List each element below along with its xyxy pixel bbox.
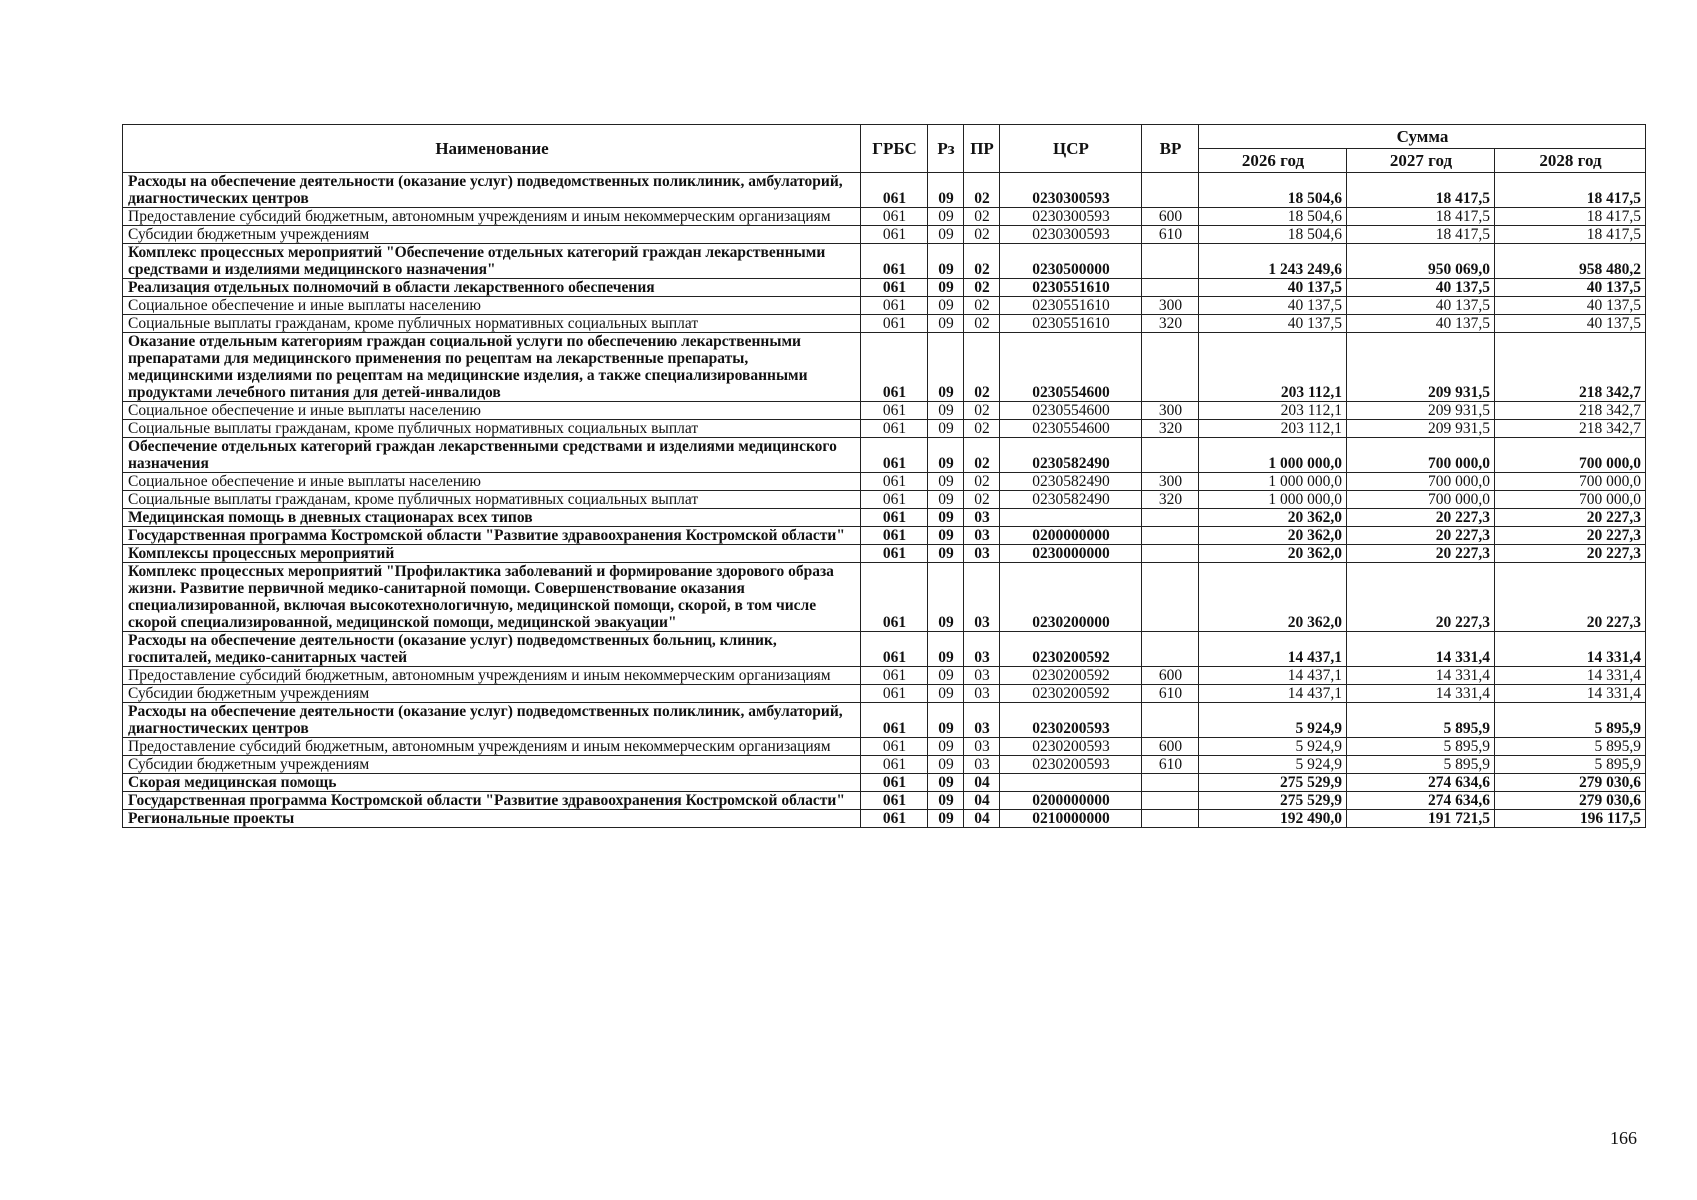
cell-vr [1142,545,1199,563]
cell-2027: 274 634,6 [1347,774,1495,792]
cell-csr: 0230200593 [1000,756,1142,774]
cell-vr [1142,810,1199,828]
cell-2028: 218 342,7 [1495,333,1646,402]
header-csr: ЦСР [1000,125,1142,173]
cell-2028: 40 137,5 [1495,279,1646,297]
cell-name: Социальные выплаты гражданам, кроме публичных нормативных социальных выплат [123,491,861,509]
cell-rz: 09 [928,703,964,738]
cell-grbs: 061 [861,563,928,632]
cell-grbs: 061 [861,738,928,756]
cell-2026: 18 504,6 [1199,173,1347,208]
cell-rz: 09 [928,333,964,402]
cell-2026: 14 437,1 [1199,632,1347,667]
cell-name: Обеспечение отдельных категорий граждан лекарственными средствами и изделиями медицинского назначения [123,438,861,473]
cell-name: Скорая медицинская помощь [123,774,861,792]
cell-2027: 5 895,9 [1347,738,1495,756]
cell-grbs: 061 [861,774,928,792]
cell-rz: 09 [928,473,964,491]
table-row [123,438,1646,473]
cell-name: Социальное обеспечение и иные выплаты населению [123,297,861,315]
cell-pr: 02 [964,173,1000,208]
table-row [123,333,1646,402]
cell-2026: 20 362,0 [1199,527,1347,545]
cell-2026: 203 112,1 [1199,333,1347,402]
header-rz: Рз [928,125,964,173]
cell-2027: 14 331,4 [1347,685,1495,703]
cell-2027: 40 137,5 [1347,315,1495,333]
cell-pr: 02 [964,315,1000,333]
cell-grbs: 061 [861,703,928,738]
cell-csr: 0230200593 [1000,738,1142,756]
cell-2027: 40 137,5 [1347,279,1495,297]
cell-pr: 02 [964,244,1000,279]
cell-2028: 196 117,5 [1495,810,1646,828]
cell-rz: 09 [928,563,964,632]
header-vr: ВР [1142,125,1199,173]
cell-csr: 0230554600 [1000,420,1142,438]
table-row [123,563,1646,632]
cell-name: Медицинская помощь в дневных стационарах всех типов [123,509,861,527]
cell-2028: 5 895,9 [1495,738,1646,756]
cell-csr: 0230200592 [1000,632,1142,667]
cell-2028: 5 895,9 [1495,756,1646,774]
table-row [123,226,1646,244]
cell-grbs: 061 [861,438,928,473]
cell-2027: 20 227,3 [1347,527,1495,545]
cell-2026: 5 924,9 [1199,756,1347,774]
cell-2026: 18 504,6 [1199,226,1347,244]
cell-vr [1142,509,1199,527]
cell-2026: 5 924,9 [1199,703,1347,738]
table-row [123,756,1646,774]
cell-vr: 300 [1142,473,1199,491]
cell-2026: 20 362,0 [1199,509,1347,527]
table-row [123,685,1646,703]
cell-grbs: 061 [861,491,928,509]
cell-pr: 03 [964,685,1000,703]
cell-2028: 14 331,4 [1495,667,1646,685]
cell-name: Субсидии бюджетным учреждениям [123,756,861,774]
cell-csr: 0210000000 [1000,810,1142,828]
cell-name: Социальное обеспечение и иные выплаты населению [123,473,861,491]
cell-name: Оказание отдельным категориям граждан социальной услуги по обеспечению лекарственными препаратами для медицинского применения по рецептам на лекарственные препараты, медицинскими изделиями по рецептам на медицинские изделия, а также специализированными продуктами лечебного питания для детей-инвалидов [123,333,861,402]
budget-table [122,124,1646,828]
cell-name: Предоставление субсидий бюджетным, автономным учреждениям и иным некоммерческим организациям [123,738,861,756]
cell-csr: 0200000000 [1000,792,1142,810]
cell-rz: 09 [928,173,964,208]
header-year-2026: 2026 год [1199,149,1347,173]
cell-2027: 700 000,0 [1347,491,1495,509]
cell-pr: 03 [964,563,1000,632]
cell-vr: 610 [1142,226,1199,244]
cell-vr [1142,279,1199,297]
cell-csr: 0230551610 [1000,279,1142,297]
cell-vr: 300 [1142,402,1199,420]
table-row [123,509,1646,527]
cell-grbs: 061 [861,315,928,333]
table-row [123,810,1646,828]
cell-2028: 20 227,3 [1495,563,1646,632]
cell-pr: 03 [964,703,1000,738]
cell-2027: 191 721,5 [1347,810,1495,828]
cell-vr [1142,527,1199,545]
cell-2026: 20 362,0 [1199,563,1347,632]
cell-rz: 09 [928,545,964,563]
cell-grbs: 061 [861,279,928,297]
cell-2027: 18 417,5 [1347,173,1495,208]
cell-name: Предоставление субсидий бюджетным, автономным учреждениям и иным некоммерческим организациям [123,208,861,226]
header-pr: ПР [964,125,1000,173]
cell-2027: 700 000,0 [1347,473,1495,491]
cell-vr [1142,703,1199,738]
cell-name: Расходы на обеспечение деятельности (оказание услуг) подведомственных поликлиник, амбулаторий, диагностических центров [123,703,861,738]
cell-2027: 700 000,0 [1347,438,1495,473]
table-row [123,632,1646,667]
cell-name: Субсидии бюджетным учреждениям [123,685,861,703]
cell-rz: 09 [928,438,964,473]
cell-2028: 218 342,7 [1495,420,1646,438]
cell-2027: 18 417,5 [1347,226,1495,244]
table-row [123,545,1646,563]
cell-pr: 04 [964,810,1000,828]
cell-2026: 1 000 000,0 [1199,438,1347,473]
cell-2026: 20 362,0 [1199,545,1347,563]
table-row [123,297,1646,315]
cell-csr: 0230582490 [1000,438,1142,473]
cell-2026: 40 137,5 [1199,315,1347,333]
cell-2026: 14 437,1 [1199,685,1347,703]
cell-grbs: 061 [861,173,928,208]
table-row [123,527,1646,545]
cell-csr: 0230582490 [1000,491,1142,509]
cell-2026: 40 137,5 [1199,297,1347,315]
cell-pr: 03 [964,667,1000,685]
cell-vr: 600 [1142,738,1199,756]
cell-csr: 0200000000 [1000,527,1142,545]
cell-name: Реализация отдельных полномочий в области лекарственного обеспечения [123,279,861,297]
cell-2027: 274 634,6 [1347,792,1495,810]
cell-grbs: 061 [861,792,928,810]
cell-name: Региональные проекты [123,810,861,828]
cell-2026: 192 490,0 [1199,810,1347,828]
cell-pr: 02 [964,226,1000,244]
cell-2028: 958 480,2 [1495,244,1646,279]
cell-2026: 5 924,9 [1199,738,1347,756]
table-row [123,244,1646,279]
cell-2028: 5 895,9 [1495,703,1646,738]
cell-pr: 02 [964,491,1000,509]
cell-vr [1142,333,1199,402]
cell-2026: 18 504,6 [1199,208,1347,226]
cell-csr: 0230500000 [1000,244,1142,279]
cell-rz: 09 [928,226,964,244]
cell-2026: 203 112,1 [1199,402,1347,420]
cell-grbs: 061 [861,244,928,279]
cell-csr [1000,509,1142,527]
cell-2027: 5 895,9 [1347,756,1495,774]
table-row [123,667,1646,685]
cell-vr: 320 [1142,491,1199,509]
cell-pr: 04 [964,792,1000,810]
cell-2027: 20 227,3 [1347,563,1495,632]
cell-vr: 320 [1142,420,1199,438]
table-row [123,173,1646,208]
cell-grbs: 061 [861,509,928,527]
cell-vr: 610 [1142,685,1199,703]
cell-name: Социальные выплаты гражданам, кроме публичных нормативных социальных выплат [123,420,861,438]
cell-2027: 20 227,3 [1347,545,1495,563]
header-year-2028: 2028 год [1495,149,1646,173]
cell-pr: 03 [964,545,1000,563]
cell-2028: 40 137,5 [1495,297,1646,315]
cell-2026: 275 529,9 [1199,774,1347,792]
cell-grbs: 061 [861,810,928,828]
cell-2028: 14 331,4 [1495,632,1646,667]
cell-2026: 1 243 249,6 [1199,244,1347,279]
cell-name: Предоставление субсидий бюджетным, автономным учреждениям и иным некоммерческим организациям [123,667,861,685]
cell-rz: 09 [928,632,964,667]
cell-pr: 03 [964,509,1000,527]
table-row [123,420,1646,438]
cell-rz: 09 [928,315,964,333]
table-body [123,173,1646,828]
cell-csr: 0230551610 [1000,297,1142,315]
cell-2026: 40 137,5 [1199,279,1347,297]
cell-pr: 02 [964,297,1000,315]
cell-rz: 09 [928,685,964,703]
header-grbs: ГРБС [861,125,928,173]
cell-rz: 09 [928,774,964,792]
cell-2027: 40 137,5 [1347,297,1495,315]
cell-grbs: 061 [861,226,928,244]
cell-vr: 320 [1142,315,1199,333]
cell-rz: 09 [928,527,964,545]
cell-rz: 09 [928,420,964,438]
cell-pr: 03 [964,756,1000,774]
cell-grbs: 061 [861,208,928,226]
cell-2027: 20 227,3 [1347,509,1495,527]
cell-2028: 18 417,5 [1495,226,1646,244]
cell-2028: 20 227,3 [1495,509,1646,527]
cell-vr [1142,774,1199,792]
cell-grbs: 061 [861,685,928,703]
table-row [123,402,1646,420]
cell-2027: 5 895,9 [1347,703,1495,738]
cell-2026: 275 529,9 [1199,792,1347,810]
cell-csr: 0230300593 [1000,173,1142,208]
cell-pr: 02 [964,438,1000,473]
cell-2028: 279 030,6 [1495,792,1646,810]
cell-csr: 0230200593 [1000,703,1142,738]
table-row [123,703,1646,738]
cell-2028: 18 417,5 [1495,208,1646,226]
cell-2028: 700 000,0 [1495,491,1646,509]
cell-2026: 1 000 000,0 [1199,473,1347,491]
cell-2028: 40 137,5 [1495,315,1646,333]
cell-csr: 0230554600 [1000,402,1142,420]
cell-2028: 20 227,3 [1495,545,1646,563]
cell-2028: 218 342,7 [1495,402,1646,420]
cell-vr: 300 [1142,297,1199,315]
cell-2027: 950 069,0 [1347,244,1495,279]
cell-2027: 14 331,4 [1347,667,1495,685]
cell-vr: 600 [1142,208,1199,226]
cell-pr: 02 [964,420,1000,438]
cell-2028: 20 227,3 [1495,527,1646,545]
cell-csr: 0230200592 [1000,667,1142,685]
cell-2026: 14 437,1 [1199,667,1347,685]
cell-2027: 209 931,5 [1347,333,1495,402]
table-row [123,315,1646,333]
cell-csr: 0230000000 [1000,545,1142,563]
table-row [123,792,1646,810]
cell-csr: 0230582490 [1000,473,1142,491]
cell-vr [1142,438,1199,473]
table-row [123,738,1646,756]
cell-csr: 0230300593 [1000,208,1142,226]
cell-csr: 0230200000 [1000,563,1142,632]
cell-name: Комплекс процессных мероприятий "Обеспечение отдельных категорий граждан лекарственными средствами и изделиями медицинского назначения" [123,244,861,279]
cell-rz: 09 [928,297,964,315]
cell-vr [1142,173,1199,208]
cell-name: Расходы на обеспечение деятельности (оказание услуг) подведомственных поликлиник, амбулаторий, диагностических центров [123,173,861,208]
cell-grbs: 061 [861,420,928,438]
cell-grbs: 061 [861,756,928,774]
table-row [123,279,1646,297]
cell-csr: 0230200592 [1000,685,1142,703]
cell-grbs: 061 [861,527,928,545]
cell-name: Государственная программа Костромской области "Развитие здравоохранения Костромской области" [123,792,861,810]
cell-pr: 02 [964,402,1000,420]
cell-rz: 09 [928,491,964,509]
cell-name: Расходы на обеспечение деятельности (оказание услуг) подведомственных больниц, клиник, госпиталей, медико-санитарных частей [123,632,861,667]
header-year-2027: 2027 год [1347,149,1495,173]
cell-csr: 0230300593 [1000,226,1142,244]
cell-rz: 09 [928,756,964,774]
cell-2027: 18 417,5 [1347,208,1495,226]
table-row [123,774,1646,792]
cell-pr: 03 [964,632,1000,667]
cell-vr [1142,792,1199,810]
cell-csr: 0230551610 [1000,315,1142,333]
cell-grbs: 061 [861,667,928,685]
cell-name: Комплекс процессных мероприятий "Профилактика заболеваний и формирование здорового образа жизни. Развитие первичной медико-санитарной помощи. Совершенствование оказания специализированной, включая высокотехнологичную, медицинской помощи, скорой, в том числе скорой специализированной, медицинской помощи, медицинской эвакуации" [123,563,861,632]
cell-rz: 09 [928,244,964,279]
cell-2027: 209 931,5 [1347,420,1495,438]
cell-name: Социальное обеспечение и иные выплаты населению [123,402,861,420]
cell-2028: 18 417,5 [1495,173,1646,208]
cell-vr [1142,244,1199,279]
header-sum: Сумма [1199,125,1646,149]
cell-grbs: 061 [861,402,928,420]
table-row [123,473,1646,491]
cell-rz: 09 [928,667,964,685]
cell-grbs: 061 [861,545,928,563]
cell-name: Субсидии бюджетным учреждениям [123,226,861,244]
cell-csr [1000,774,1142,792]
cell-2028: 279 030,6 [1495,774,1646,792]
cell-vr: 600 [1142,667,1199,685]
page-number: 166 [1610,1128,1637,1148]
cell-name: Государственная программа Костромской области "Развитие здравоохранения Костромской области" [123,527,861,545]
cell-2027: 14 331,4 [1347,632,1495,667]
cell-2027: 209 931,5 [1347,402,1495,420]
cell-pr: 02 [964,473,1000,491]
cell-name: Комплексы процессных мероприятий [123,545,861,563]
cell-2026: 203 112,1 [1199,420,1347,438]
cell-pr: 02 [964,333,1000,402]
cell-pr: 03 [964,738,1000,756]
header-name: Наименование [123,125,861,173]
cell-2028: 700 000,0 [1495,473,1646,491]
table-row [123,491,1646,509]
cell-pr: 02 [964,279,1000,297]
cell-pr: 02 [964,208,1000,226]
cell-rz: 09 [928,402,964,420]
cell-name: Социальные выплаты гражданам, кроме публичных нормативных социальных выплат [123,315,861,333]
cell-2028: 700 000,0 [1495,438,1646,473]
cell-csr: 0230554600 [1000,333,1142,402]
cell-vr [1142,632,1199,667]
table-row [123,208,1646,226]
cell-grbs: 061 [861,632,928,667]
cell-rz: 09 [928,509,964,527]
cell-pr: 03 [964,527,1000,545]
cell-rz: 09 [928,792,964,810]
cell-vr: 610 [1142,756,1199,774]
cell-rz: 09 [928,810,964,828]
cell-2026: 1 000 000,0 [1199,491,1347,509]
cell-vr [1142,563,1199,632]
cell-pr: 04 [964,774,1000,792]
cell-rz: 09 [928,208,964,226]
cell-grbs: 061 [861,473,928,491]
cell-grbs: 061 [861,297,928,315]
cell-grbs: 061 [861,333,928,402]
cell-rz: 09 [928,738,964,756]
cell-2028: 14 331,4 [1495,685,1646,703]
cell-rz: 09 [928,279,964,297]
